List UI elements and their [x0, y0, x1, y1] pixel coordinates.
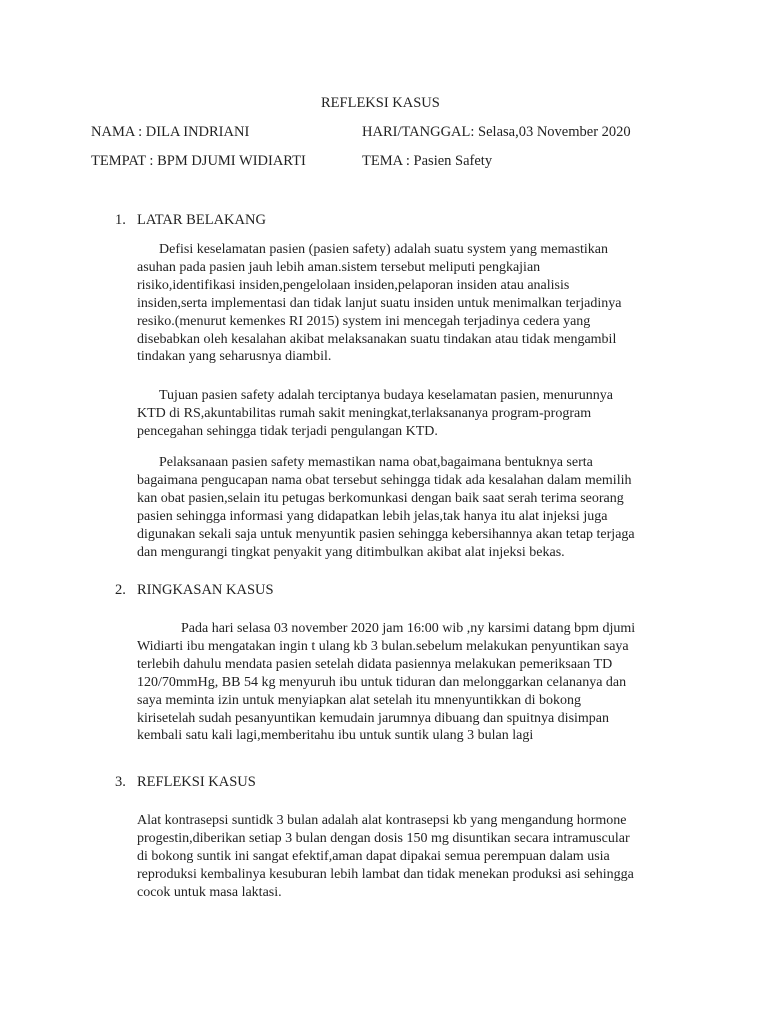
paragraph-latar-belakang-2	[137, 387, 613, 441]
text-line: cocok untuk masa laktasi.	[137, 884, 282, 900]
text-line: insiden,serta implementasi dan tidak lanjut suatu insiden untuk menimalkan terjadinya	[137, 295, 622, 311]
section-number: 3.	[115, 774, 126, 790]
text-line: Tujuan pasien safety adalah terciptanya budaya keselamatan pasien, menurunnya	[159, 388, 613, 403]
section-heading-ringkasan-kasus: RINGKASAN KASUS	[137, 582, 274, 598]
text-line: terlebih dahulu mendata pasien setelah didata pasiennya melakukan pemeriksaan TD	[137, 656, 613, 672]
text-line: reproduksi kembalinya kesuburan lebih lambat dan tidak menekan produksi asi sehingga	[137, 866, 634, 882]
text-line: kembali satu kali lagi,memberitahu ibu untuk suntik ulang 3 bulan lagi	[137, 728, 534, 744]
document-title: REFLEKSI KASUS	[321, 95, 440, 111]
text-line: 120/70mmHg, BB 54 kg menyuruh ibu untuk tiduran dan melonggarkan celananya dan	[137, 674, 627, 690]
text-line: asuhan pada pasien jauh lebih aman.sistem tersebut meliputi pengkajian	[137, 259, 541, 275]
paragraph-refleksi-kasus	[137, 812, 634, 902]
section-heading-refleksi-kasus: REFLEKSI KASUS	[137, 774, 256, 790]
text-line: pasien sehingga informasi yang didapatkan lebih jelas,tak hanya itu alat injeksi juga	[137, 508, 608, 524]
text-line: Widiarti ibu mengatakan ingin t ulang kb 3 bulan.sebelum melakukan penyuntikan saya	[137, 638, 629, 654]
text-line: Pada hari selasa 03 november 2020 jam 16:00 wib ,ny karsimi datang bpm djumi	[181, 621, 636, 636]
tempat-field: TEMPAT : BPM DJUMI WIDIARTI	[91, 153, 306, 169]
text-line: tindakan yang seharusnya diambil.	[137, 349, 332, 365]
text-line: Defisi keselamatan pasien (pasien safety) adalah suatu system yang memastikan	[159, 242, 609, 257]
hari-tanggal-field: HARI/TANGGAL: Selasa,03 November 2020	[362, 124, 631, 140]
text-line: kirisetelah sudah pesanyuntikan kemudain jarumnya dibuang dan spuitnya disimpan	[137, 710, 610, 726]
tema-field: TEMA : Pasien Safety	[362, 153, 493, 169]
text-line: pencegahan sehingga tidak terjadi pengulangan KTD.	[137, 423, 438, 439]
text-line: Pelaksanaan pasien safety memastikan nama obat,bagaimana bentuknya serta	[159, 455, 593, 470]
paragraph-latar-belakang-3	[137, 454, 635, 561]
text-line: disebabkan oleh kesalahan akibat melaksanakan suatu tindakan atau tidak mengambil	[137, 331, 617, 347]
text-line: bagaimana pengucapan nama obat tersebut sehingga tidak ada kesalahan dalam memilih	[137, 472, 632, 488]
text-line: KTD di RS,akuntabilitas rumah sakit meningkat,terlaksananya program-program	[137, 405, 592, 421]
text-line: digunakan sekali saja untuk menyuntik pasien sehingga kebersihannya akan tetap terjaga	[137, 526, 635, 542]
text-line: kan obat pasien,selain itu petugas berkomunkasi dengan baik saat serah terima seorang	[137, 490, 624, 506]
text-line: di bokong suntik ini sangat efektif,aman dapat dipakai semua perempuan dalam usia	[137, 848, 610, 864]
text-line: Alat kontrasepsi suntidk 3 bulan adalah alat kontrasepsi kb yang mengandung hormone	[137, 813, 627, 828]
paragraph-latar-belakang-1	[137, 241, 621, 366]
text-line: progestin,diberikan setiap 3 bulan dengan dosis 150 mg disuntikan secara intramuscular	[137, 830, 630, 846]
section-number: 1.	[115, 212, 126, 228]
text-line: dan mengurangi tingkat penyakit yang ditimbulkan akibat alat injeksi bekas.	[137, 544, 565, 560]
paragraph-ringkasan-kasus	[137, 620, 635, 745]
section-number: 2.	[115, 582, 126, 598]
nama-field: NAMA : DILA INDRIANI	[91, 124, 250, 140]
text-line: saya meminta izin untuk menyiapkan alat setelah itu mnenyuntikkan di bokong	[137, 692, 582, 708]
text-line: risiko,identifikasi insiden,pengelolaan insiden,pelaporan insiden atau analisis	[137, 277, 570, 293]
section-heading-latar-belakang: LATAR BELAKANG	[137, 212, 266, 228]
text-line: resiko.(menurut kemenkes RI 2015) system ini mencegah terjadinya cedera yang	[137, 313, 591, 329]
